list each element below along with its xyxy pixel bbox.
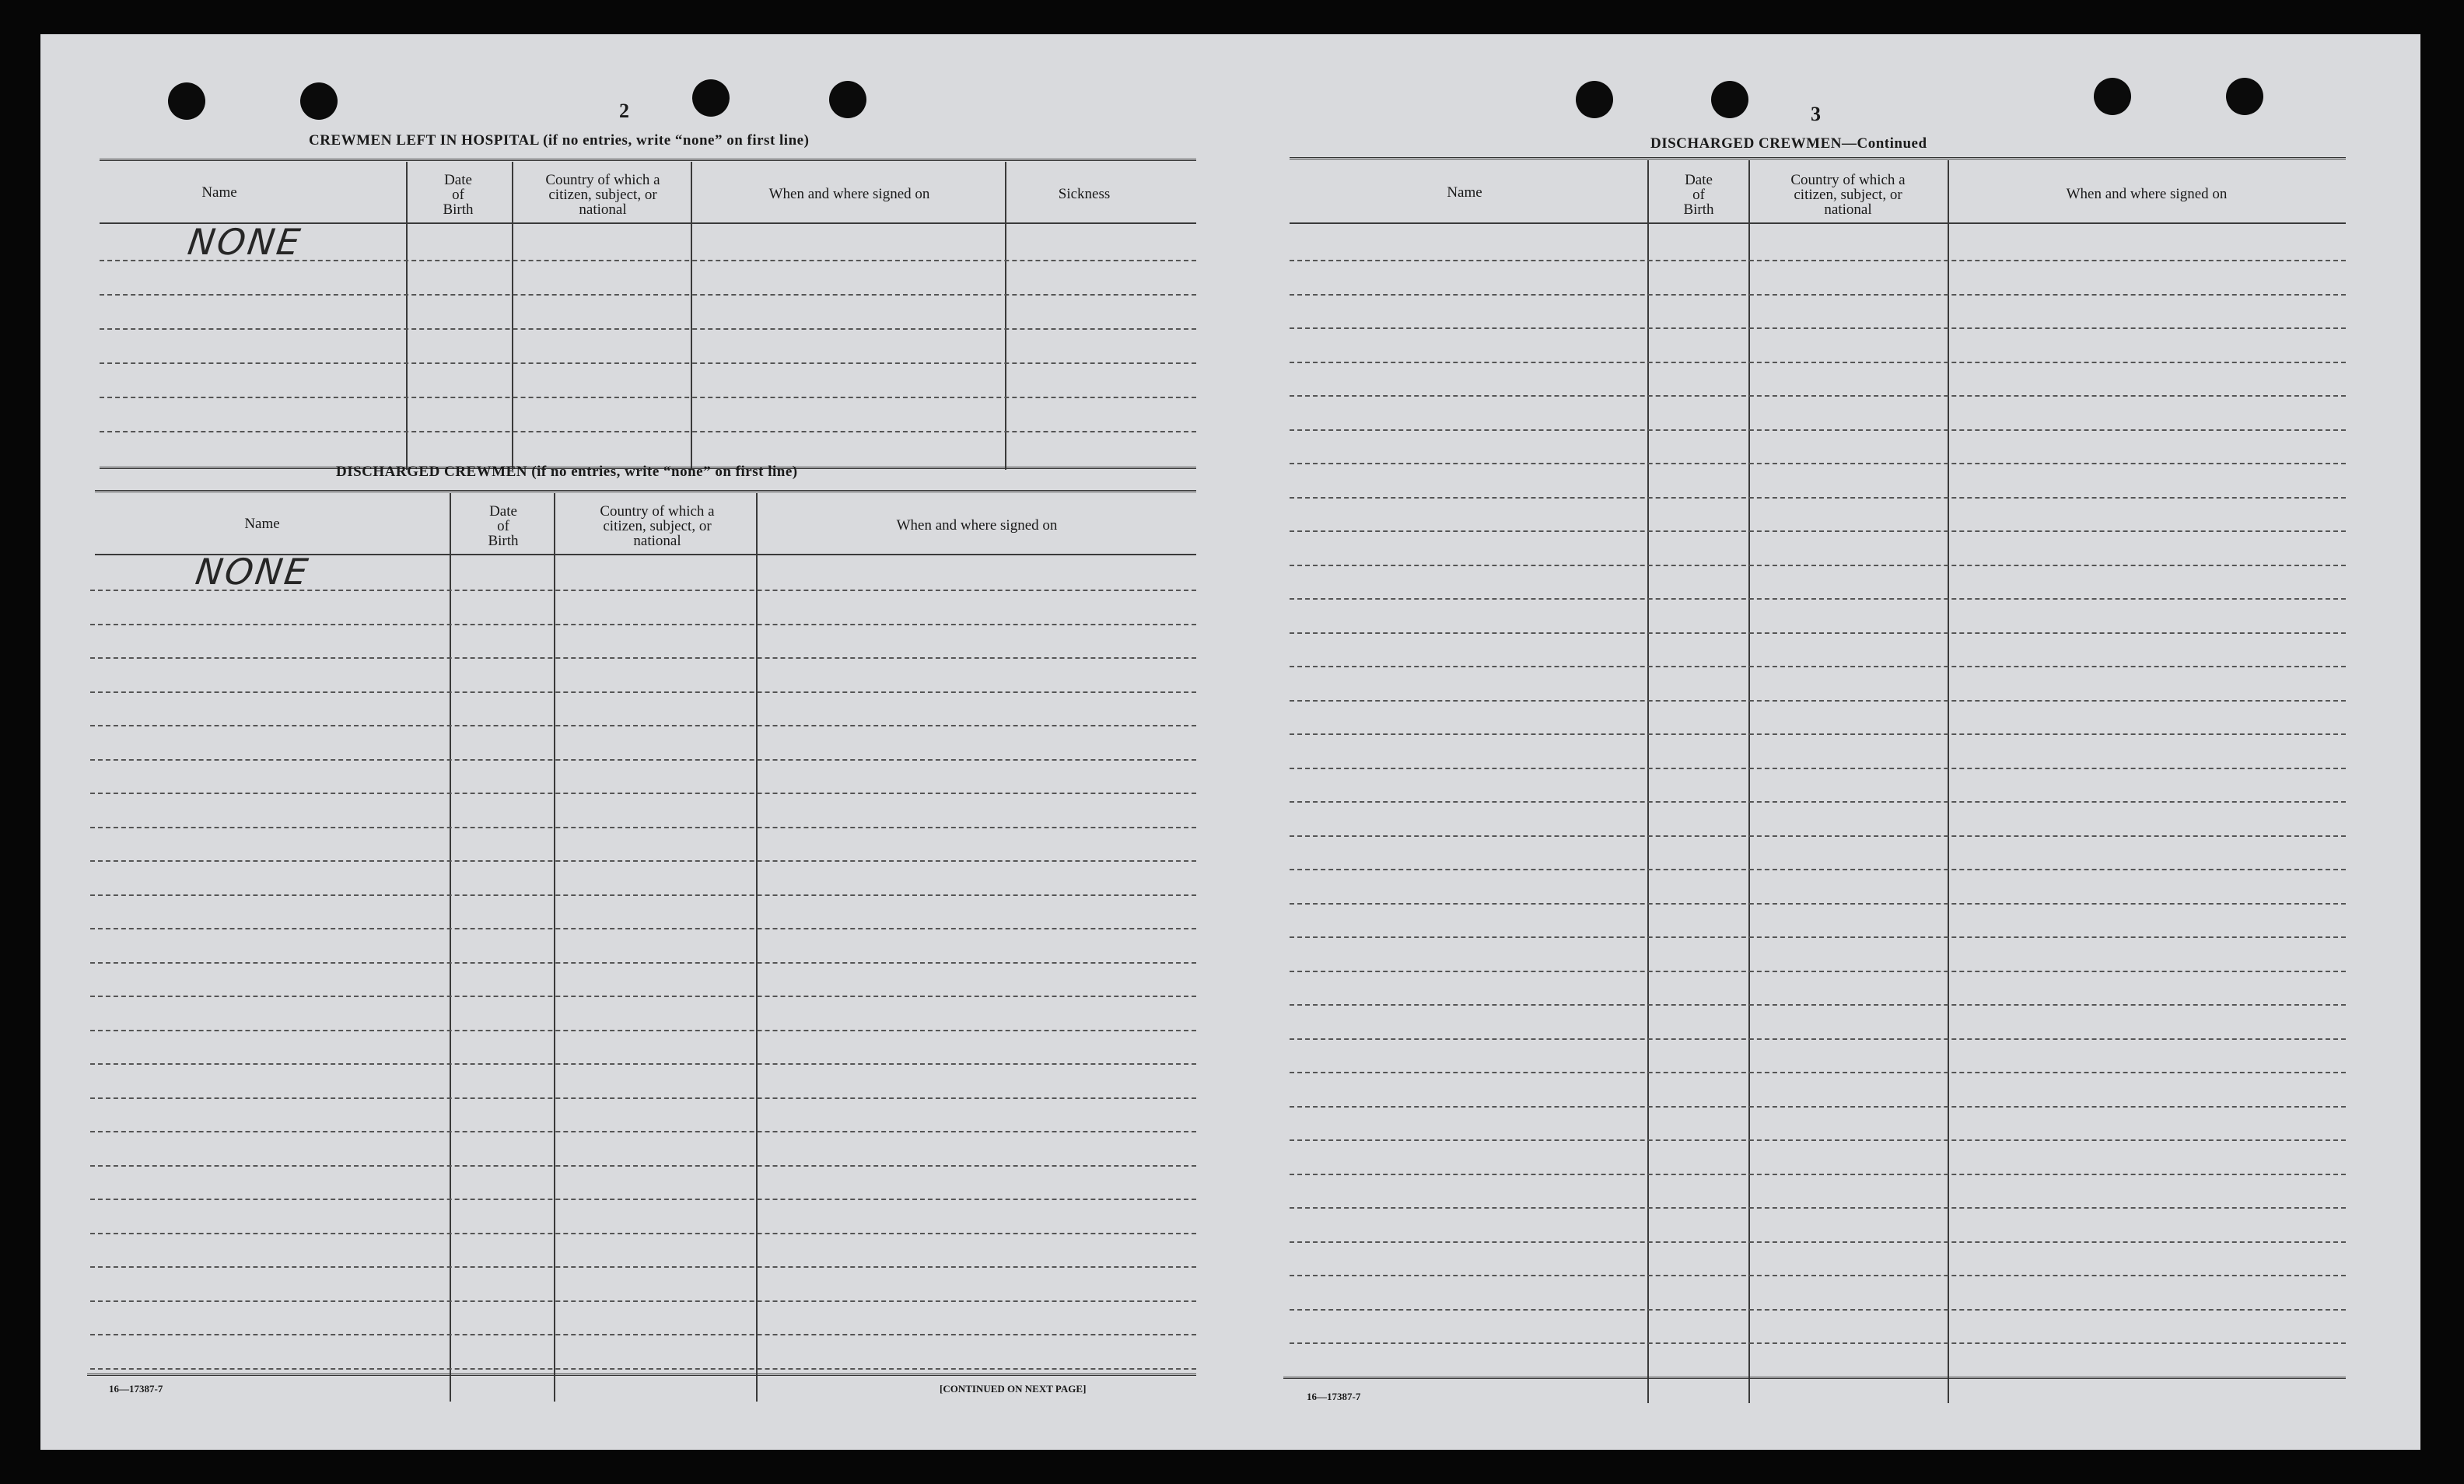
discharged-top-rule — [95, 490, 1196, 495]
form-row-line — [1290, 565, 2346, 566]
form-row-line — [90, 1266, 1196, 1268]
form-row-line — [90, 793, 1196, 794]
form-row-line — [1290, 936, 2346, 938]
discharged-col-signed-on: When and where signed on — [896, 517, 1058, 534]
right-vline — [1948, 160, 1949, 1403]
form-row-line — [1290, 869, 2346, 870]
right-vline — [1748, 160, 1750, 1403]
form-row-line — [90, 1334, 1196, 1335]
discharged-bottom-rule — [87, 1374, 1196, 1378]
form-row-line — [90, 691, 1196, 693]
form-number-left: 16—17387-7 — [109, 1383, 163, 1395]
form-row-line — [90, 928, 1196, 929]
hospital-col-dob: Date of Birth — [443, 172, 474, 218]
form-row-line — [1290, 1241, 2346, 1243]
form-row-line — [90, 1233, 1196, 1234]
form-row-line — [90, 1030, 1196, 1031]
punch-hole — [829, 81, 866, 118]
form-row-line — [1290, 327, 2346, 329]
form-row-line — [1290, 1174, 2346, 1175]
form-row-line — [1290, 1309, 2346, 1311]
form-row-line — [1290, 497, 2346, 499]
hospital-handwritten-none: NONE — [185, 221, 305, 263]
hospital-vline — [512, 162, 513, 470]
form-row-line — [90, 1199, 1196, 1200]
form-row-line — [90, 759, 1196, 761]
form-row-line — [100, 397, 1196, 398]
form-row-line — [1290, 1038, 2346, 1040]
discharged-section-title: DISCHARGED CREWMEN (if no entries, write “none” on first line) — [336, 464, 798, 480]
form-row-line — [90, 860, 1196, 862]
form-row-line — [1290, 801, 2346, 803]
form-row-line — [1290, 362, 2346, 363]
page-number-left: 2 — [619, 100, 629, 122]
discharged-col-name: Name — [244, 516, 280, 532]
form-row-line — [90, 1063, 1196, 1065]
right-section-title: DISCHARGED CREWMEN—Continued — [1650, 135, 1927, 152]
form-row-line — [90, 1165, 1196, 1167]
form-row-line — [1290, 666, 2346, 667]
discharged-vline — [756, 493, 758, 1402]
discharged-col-country: Country of which a citizen, subject, or national — [600, 503, 715, 549]
form-row-line — [90, 1097, 1196, 1099]
punch-hole — [2094, 78, 2131, 115]
form-row-line — [1290, 1275, 2346, 1276]
form-row-line — [90, 1131, 1196, 1132]
form-row-line — [90, 1300, 1196, 1302]
form-row-line — [90, 725, 1196, 726]
right-col-country: Country of which a citizen, subject, or national — [1790, 172, 1906, 218]
form-row-line — [1290, 1342, 2346, 1344]
punch-hole — [692, 79, 730, 117]
form-row-line — [90, 962, 1196, 964]
form-row-line — [90, 1368, 1196, 1370]
form-row-line — [1290, 1106, 2346, 1108]
punch-hole — [300, 82, 338, 120]
form-row-line — [90, 894, 1196, 896]
form-row-line — [1290, 1207, 2346, 1209]
discharged-col-dob: Date of Birth — [488, 503, 519, 549]
form-row-line — [1290, 903, 2346, 905]
discharged-vline — [450, 493, 451, 1402]
right-top-rule — [1290, 157, 2346, 162]
form-row-line — [1290, 768, 2346, 769]
form-row-line — [1290, 971, 2346, 972]
discharged-vline — [554, 493, 555, 1402]
form-row-line — [1290, 598, 2346, 600]
form-row-line — [100, 431, 1196, 432]
form-row-line — [1290, 1004, 2346, 1006]
form-row-line — [1290, 530, 2346, 532]
form-row-line — [100, 294, 1196, 296]
form-row-line — [1290, 835, 2346, 837]
right-bottom-rule — [1283, 1377, 2346, 1381]
continued-note: [CONTINUED ON NEXT PAGE] — [940, 1383, 1087, 1395]
form-row-line — [1290, 733, 2346, 735]
form-row-line — [1290, 700, 2346, 702]
punch-hole — [1711, 81, 1748, 118]
punch-hole — [168, 82, 205, 120]
right-header-rule — [1290, 222, 2346, 224]
punch-hole — [1576, 81, 1613, 118]
document-sheet — [40, 34, 2420, 1450]
form-row-line — [100, 328, 1196, 330]
hospital-vline — [691, 162, 692, 470]
page-number-right: 3 — [1811, 103, 1821, 125]
discharged-handwritten-none: NONE — [193, 551, 313, 593]
form-row-line — [90, 996, 1196, 997]
punch-hole — [2226, 78, 2263, 115]
discharged-header-rule — [95, 554, 1196, 555]
form-row-line — [90, 827, 1196, 828]
form-row-line — [1290, 260, 2346, 261]
form-row-line — [1290, 1139, 2346, 1141]
form-number-right: 16—17387-7 — [1307, 1391, 1361, 1402]
form-row-line — [90, 657, 1196, 659]
hospital-col-country: Country of which a citizen, subject, or national — [545, 172, 660, 218]
hospital-vline — [406, 162, 408, 470]
hospital-top-rule — [100, 159, 1196, 163]
right-col-dob: Date of Birth — [1683, 172, 1714, 218]
form-row-line — [1290, 463, 2346, 464]
right-vline — [1647, 160, 1649, 1403]
hospital-col-sickness: Sickness — [1058, 186, 1111, 202]
form-row-line — [90, 590, 1196, 591]
hospital-vline — [1005, 162, 1006, 470]
form-row-line — [100, 362, 1196, 364]
right-col-signed-on: When and where signed on — [2066, 186, 2228, 202]
form-row-line — [1290, 429, 2346, 431]
hospital-col-name: Name — [201, 184, 237, 201]
hospital-section-title: CREWMEN LEFT IN HOSPITAL (if no entries, write “none” on first line) — [309, 132, 810, 149]
right-col-name: Name — [1447, 184, 1482, 201]
hospital-col-signed-on: When and where signed on — [768, 186, 930, 202]
form-row-line — [1290, 1072, 2346, 1073]
form-row-line — [90, 624, 1196, 625]
form-row-line — [1290, 632, 2346, 634]
form-row-line — [1290, 395, 2346, 397]
form-row-line — [100, 260, 1196, 261]
form-row-line — [1290, 294, 2346, 296]
hospital-header-rule — [100, 222, 1196, 224]
